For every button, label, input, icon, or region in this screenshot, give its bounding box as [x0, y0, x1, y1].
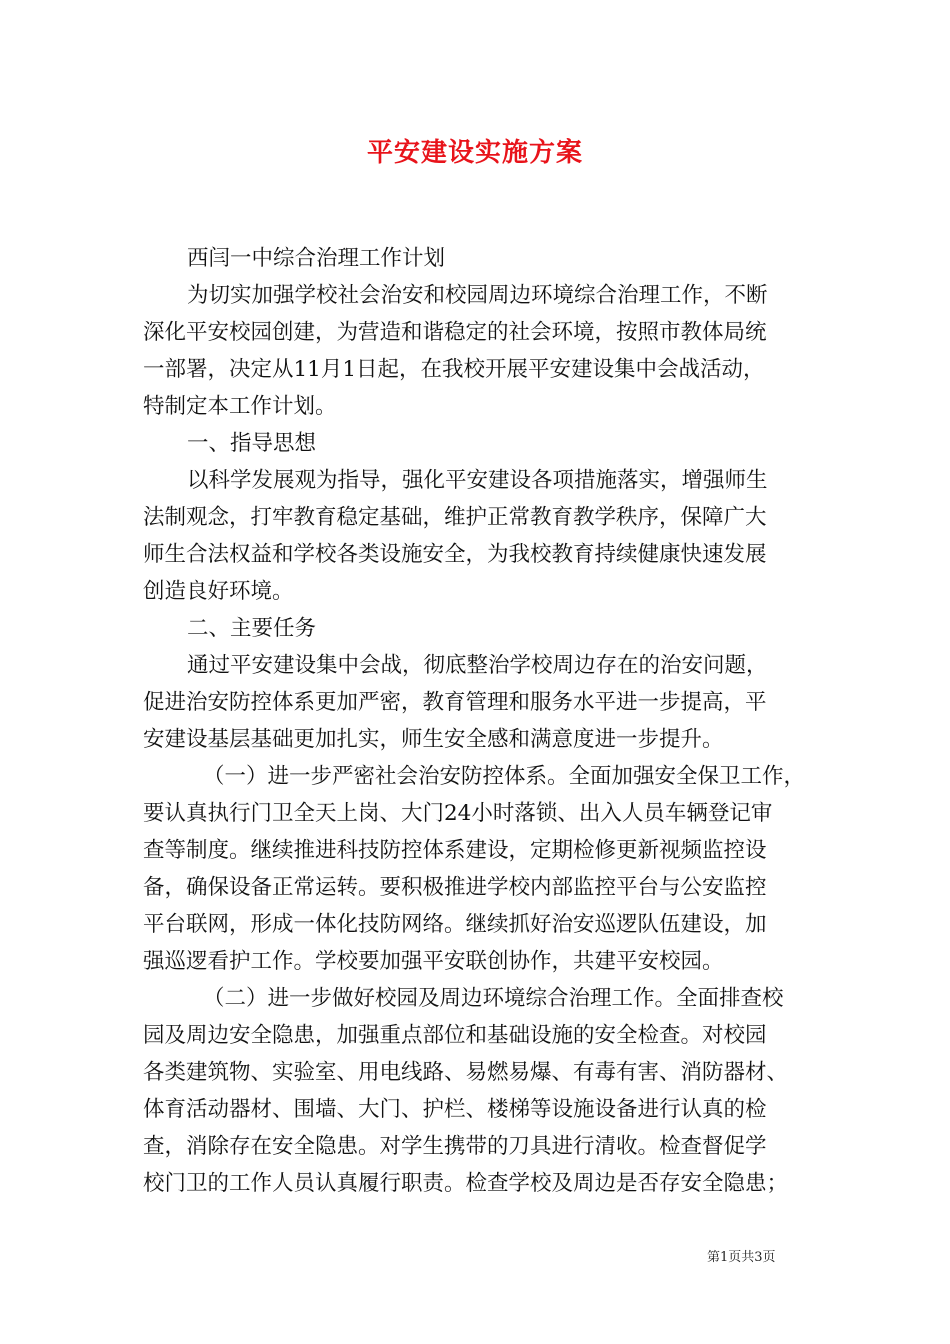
subtitle: 西闫一中综合治理工作计划	[187, 246, 446, 271]
paragraph-line: （一）进一步严密社会治安防控体系。全面加强安全保卫工作，	[203, 764, 806, 789]
paragraph-line: 园及周边安全隐患，加强重点部位和基础设施的安全检查。对校园	[143, 1023, 767, 1048]
paragraph-line: （二）进一步做好校园及周边环境综合治理工作。全面排查校	[203, 986, 784, 1011]
paragraph-line: 法制观念，打牢教育稳定基础，维护正常教育教学秩序，保障广大	[143, 505, 767, 530]
paragraph-line: 为切实加强学校社会治安和校园周边环境综合治理工作，不断	[187, 283, 768, 308]
paragraph-line: 创造良好环境。	[143, 579, 294, 604]
section-heading: 二、主要任务	[187, 616, 317, 641]
page-indicator: 第1页共3页	[707, 1250, 776, 1265]
paragraph-line: 一部署，决定从11月1日起，在我校开展平安建设集中会战活动，	[143, 357, 765, 382]
paragraph-line: 查等制度。继续推进科技防控体系建设，定期检修更新视频监控设	[143, 838, 767, 863]
document-title: 平安建设实施方案	[366, 138, 583, 168]
paragraph-line: 师生合法权益和学校各类设施安全，为我校教育持续健康快速发展	[143, 542, 767, 567]
paragraph-line: 促进治安防控体系更加严密，教育管理和服务水平进一步提高，平	[143, 690, 767, 715]
paragraph-line: 强巡逻看护工作。学校要加强平安联创协作，共建平安校园。	[143, 949, 724, 974]
paragraph-line: 深化平安校园创建，为营造和谐稳定的社会环境，按照市教体局统	[143, 320, 767, 345]
paragraph-line: 通过平安建设集中会战，彻底整治学校周边存在的治安问题，	[187, 653, 768, 678]
paragraph-line: 以科学发展观为指导，强化平安建设各项措施落实，增强师生	[187, 468, 768, 493]
paragraph-line: 体育活动器材、围墙、大门、护栏、楼梯等设施设备进行认真的检	[143, 1097, 767, 1122]
section-heading: 一、指导思想	[187, 431, 317, 456]
paragraph-line: 校门卫的工作人员认真履行职责。检查学校及周边是否存安全隐患；	[143, 1171, 789, 1196]
paragraph-line: 查，消除存在安全隐患。对学生携带的刀具进行清收。检查督促学	[143, 1134, 767, 1159]
document-body	[143, 240, 823, 1202]
paragraph-line: 备，确保设备正常运转。要积极推进学校内部监控平台与公安监控	[143, 875, 767, 900]
paragraph-line: 各类建筑物、实验室、用电线路、易燃易爆、有毒有害、消防器材、	[143, 1060, 789, 1085]
paragraph-line: 特制定本工作计划。	[143, 394, 337, 419]
paragraph-line: 安建设基层基础更加扎实，师生安全感和满意度进一步提升。	[143, 727, 724, 752]
paragraph-line: 要认真执行门卫全天上岗、大门24小时落锁、出入人员车辆登记审	[143, 801, 773, 826]
paragraph-line: 平台联网，形成一体化技防网络。继续抓好治安巡逻队伍建设，加	[143, 912, 767, 937]
